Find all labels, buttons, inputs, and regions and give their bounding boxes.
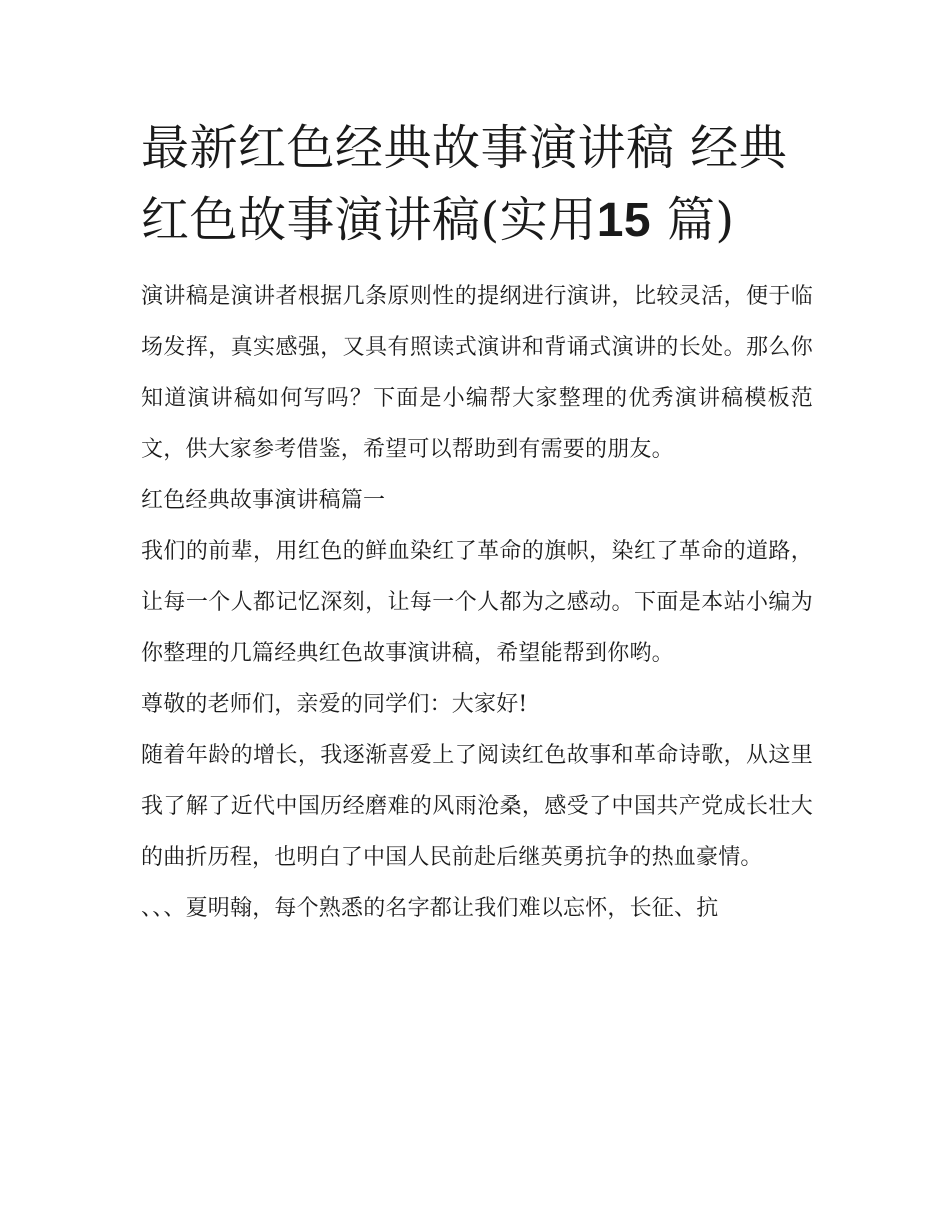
title-text-part2: 篇) [666,192,735,248]
body-paragraph: 、、、夏明翰，每个熟悉的名字都让我们难以忘怀，长征、抗 [141,896,719,921]
intro-paragraph: 演讲稿是演讲者根据几条原则性的提纲进行演讲，比较灵活，便于临场发挥，真实感强，又具有照读式演讲和背诵式演讲的长处。那么你知道演讲稿如何写吗？下面是小编帮大家整理的优秀演讲稿模板范文，供大家参考借鉴，希望可以帮助到有需要的朋友。 [141,284,813,462]
body-paragraph: 我们的前辈，用红色的鲜血染红了革命的旗帜，染红了革命的道路，让每一个人都记忆深刻，让每一个人都为之感动。下面是本站小编为你整理的几篇经典红色故事演讲稿，希望能帮到你哟。 [141,539,813,666]
greeting-paragraph: 尊敬的老师们，亲爱的同学们：大家好! [141,692,528,717]
body-paragraph: 随着年龄的增长，我逐渐喜爱上了阅读红色故事和革命诗歌，从这里我了解了近代中国历经磨难的风雨沧桑，感受了中国共产党成长壮大的曲折历程，也明白了中国人民前赴后继英勇抗争的热血豪情。 [141,743,813,870]
document-content [141,112,813,934]
title-text-part1: 最新红色经典故事演讲稿 经典红色故事演讲稿(实用 [141,120,788,248]
document-title [141,112,813,257]
section-heading: 红色经典故事演讲稿篇一 [141,488,386,513]
title-number: 15 [596,194,652,247]
